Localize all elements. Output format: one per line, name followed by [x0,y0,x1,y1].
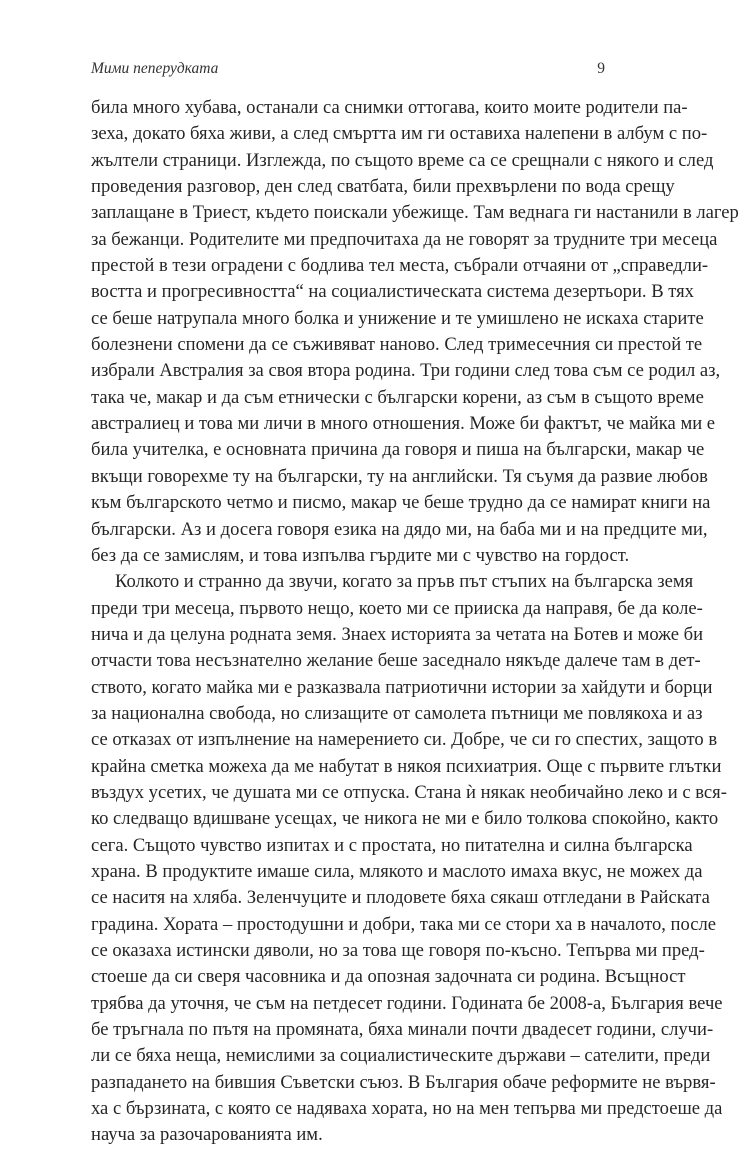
text-line: разпадането на бившия Съветски съюз. В България обаче реформите не вървя- [91,1071,716,1093]
text-line: български. Аз и досега говоря езика на дядо ми, на баба ми и на предците ми, [91,518,708,540]
text-line: отчасти това несъзнателно желание беше заседнало някъде далече там в дет- [91,650,701,672]
text-line: градина. Хората – простодушни и добри, така ми се стори ха в началото, после [91,913,717,935]
text-line: ничa и да целуна родната земя. Знаех историята за четата на Ботев и може би [91,623,704,645]
text-line: се наситя на хляба. Зеленчуците и плодовете бяха сякаш отгледани в Райската [91,887,710,909]
text-line: ха с бързината, с която се надяваха хората, но на мен тепърва ми предстоеше да [91,1098,723,1120]
text-line: храна. В продуктите имаше сила, млякото и маслото имаха вкус, не можех да [91,860,703,882]
text-line: проведения разговор, ден след сватбата, били прехвърлени по вода срещу [91,176,675,198]
text-line: се оказаха истински дяволи, но за това ще говоря по-късно. Тепърва ми пред- [91,940,705,961]
page-number: 9 [597,60,605,77]
text-line: болезнени спомени да се съживяват наново. След тримесечния си престой те [91,334,703,356]
text-line: австралиец и това ми личи в много отношения. Може би фактът, че майка ми е [91,413,716,435]
text-line: зеха, докато бяха живи, а след смъртта им ги оставиха налепени в албум с по- [91,123,708,145]
running-header [91,60,605,82]
text-line: востта и прогресивността“ на социалистическата система дезертьори. В тях [91,281,694,303]
text-line: била учителка, е основната причина да говоря и пиша на български, макар че [91,439,705,461]
text-line: сега. Същото чувство изпитах и с простата, но питателна и силна българска [91,834,693,856]
text-line: за бежанци. Родителите ми предпочитаха да не говорят за трудните три месеца [91,228,718,250]
text-line: въздух усетих, че душата ми се отпуска. Стана ѝ някак необичайно леко и с вся- [91,781,727,803]
text-line: трябва да уточня, че съм на петдесет години. Годината бе 2008-а, България вече [91,992,723,1014]
text-line: без да се замислям, и това изпълва гърдите ми с чувство на гордост. [91,544,630,566]
text-line: така че, макар и да съм етнически с български корени, аз съм в същото време [91,386,704,408]
text-line: заплащане в Триест, където поискали убежище. Там веднага ги настанили в лагер [91,202,739,224]
text-line: избрали Австралия за своя втора родина. Три години след това съм се родил аз, [91,360,721,382]
text-line: стоеше да си сверя часовника и да опозная задочната си родина. Всъщност [91,966,686,988]
text-line: бе тръгнала по пътя на промяната, бяха минали почти двадесет години, случи- [91,1019,714,1041]
text-line: ко следващо вдишване усещах, че никога не ми е било толкова спокойно, както [91,808,719,830]
text-line: към българското четмо и писмо, макар че беше трудно да се намират книги на [91,492,711,514]
text-line: ството, когато майка ми е разказвала патриотични истории за хайдути и борци [91,676,713,698]
text-line: ли се бяха неща, немислими за социалистическите държави – сателити, преди [91,1045,711,1067]
text-line: за национална свобода, но слизащите от самолета пътници ме повлякоха и аз [91,702,703,724]
text-line: била много хубава, останали са снимки оттогава, които моите родители па- [91,97,688,118]
text-line: се беше натрупала много болка и унижение и те умишлено не искаха старите [91,307,704,329]
text-line: Колкото и странно да звучи, когато за пръв път стъпих на българска земя [115,571,694,593]
text-line: жълтели страници. Изглежда, по същото време са се срещнали с някого и след [91,149,714,171]
text-line: престой в тези оградени с бодлива тел места, събрали отчаяни от „справедли- [91,255,709,277]
text-line: науча за разочарованията им. [91,1124,323,1146]
body-text [91,95,739,1149]
text-line: преди три месеца, първото нещо, което ми се прииска да направя, бе да коле- [91,597,703,619]
running-title: Мими пеперудката [91,60,219,77]
text-line: крайна сметка можеха да ме набутат в някоя психиатрия. Още с първите глътки [91,755,722,777]
text-line: се отказах от изпълнение на намерението си. Добре, че си го спестих, защото в [91,729,718,751]
text-line: вкъщи говорехме ту на български, ту на английски. Тя съумя да развие любов [91,465,708,487]
